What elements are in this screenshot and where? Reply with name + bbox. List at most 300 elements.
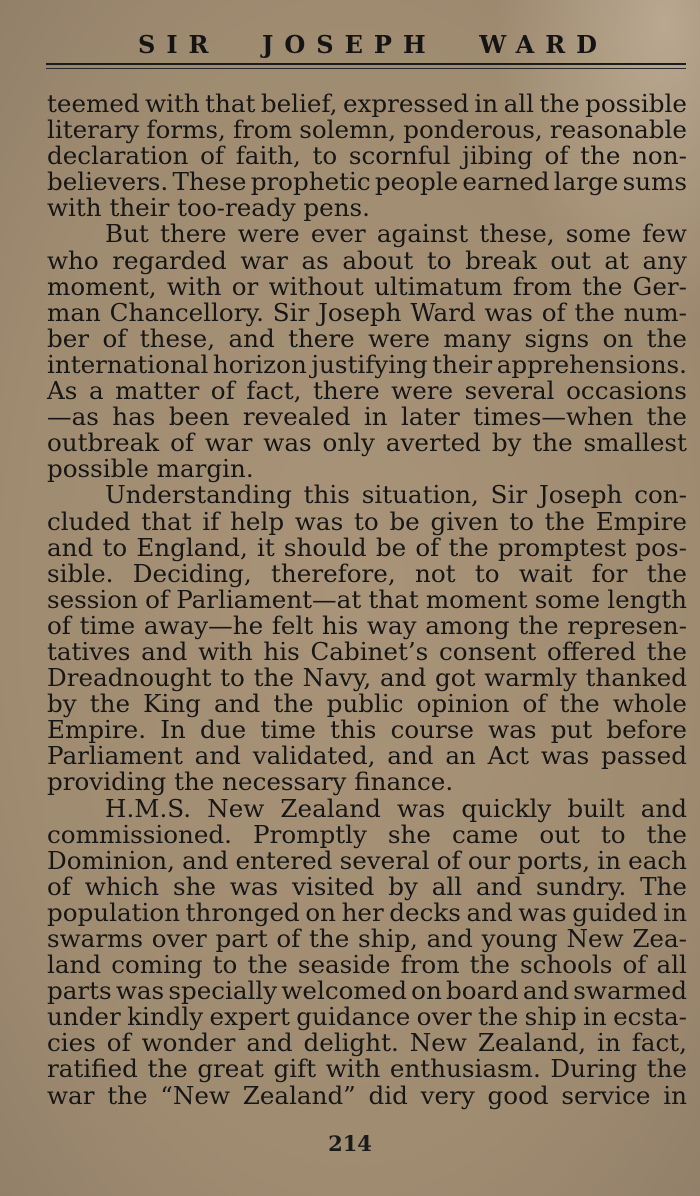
word: jibing: [462, 141, 533, 171]
word: parts: [47, 976, 112, 1006]
word: ports,: [517, 845, 591, 875]
word: any: [642, 245, 687, 275]
word: was: [396, 793, 446, 823]
word: by: [388, 871, 418, 901]
header-word-1: SIR: [138, 29, 220, 59]
word: regarded: [112, 245, 227, 275]
word: revealed: [242, 402, 351, 432]
text-line: [47, 793, 687, 823]
word: good: [487, 1080, 549, 1110]
word: few: [642, 219, 687, 249]
word: in: [663, 897, 687, 927]
word: Joseph: [538, 480, 623, 510]
word: public: [326, 689, 404, 719]
word: population: [47, 897, 181, 927]
word: New: [409, 1028, 467, 1058]
word: several: [464, 376, 555, 406]
word: of: [622, 950, 647, 980]
word: apprehensions.: [496, 349, 687, 379]
text-line: [47, 819, 687, 849]
text-line: [47, 143, 687, 169]
word: from: [512, 271, 572, 301]
text-line: [47, 717, 687, 743]
word: due: [199, 715, 247, 745]
word: During: [550, 1054, 638, 1084]
word: offered: [547, 636, 636, 666]
word: and: [194, 741, 241, 771]
text-line: [47, 482, 687, 508]
word: an: [445, 741, 476, 771]
text-line: [47, 169, 687, 195]
text-line: [47, 532, 687, 562]
word: passed: [601, 741, 687, 771]
word: man: [47, 297, 101, 327]
word: scornful: [348, 141, 451, 171]
word: and: [141, 636, 188, 666]
word: in: [597, 1028, 621, 1058]
word: “New: [160, 1080, 230, 1110]
word: and: [522, 976, 570, 1006]
word: came: [451, 819, 519, 849]
word: ever: [310, 219, 366, 249]
word: non-: [632, 141, 687, 171]
text-line-content: with their too-ready pens.: [47, 193, 370, 223]
word: seaside: [297, 950, 391, 980]
word: therefore,: [271, 558, 396, 588]
word: Promptly: [253, 819, 367, 849]
word: was: [294, 506, 344, 536]
word: very: [420, 1080, 475, 1110]
word: of: [276, 924, 301, 953]
word: sums: [622, 167, 687, 197]
word: her: [341, 897, 384, 927]
word: —as: [47, 402, 99, 432]
word: help: [230, 506, 285, 536]
header-rule-thin: [46, 68, 686, 69]
word: Empire: [595, 506, 687, 536]
word: Understanding: [105, 480, 292, 510]
word: out: [550, 245, 591, 275]
word: length: [607, 584, 687, 614]
word: H.M.S.: [105, 793, 192, 823]
text-line: [47, 871, 687, 901]
word: in: [663, 1080, 687, 1110]
word: outbreak: [47, 428, 160, 458]
text-line: [47, 1004, 687, 1030]
text-line: [47, 456, 687, 482]
word: many: [443, 323, 512, 353]
word: situation,: [361, 480, 479, 510]
running-header: [138, 28, 608, 60]
word: the: [574, 297, 615, 327]
word: the: [646, 402, 687, 432]
word: justifying: [311, 349, 428, 379]
word: fact,: [246, 376, 302, 406]
word: cies: [47, 1028, 96, 1058]
word: given: [430, 506, 499, 536]
word: be: [389, 506, 420, 536]
word: swarmed: [573, 976, 687, 1006]
word: consent: [439, 636, 537, 666]
word: and: [475, 871, 523, 901]
word: not: [415, 558, 456, 588]
word: that: [368, 584, 419, 614]
word: sundry.: [536, 871, 627, 901]
word: As: [47, 376, 78, 406]
word: and: [228, 323, 275, 353]
word: the: [532, 428, 573, 458]
word: their: [432, 349, 493, 379]
word: to: [312, 141, 338, 171]
word: or: [231, 271, 259, 301]
word: ecsta-: [613, 1002, 687, 1032]
word: session: [47, 584, 138, 614]
word: Sir: [490, 480, 528, 510]
word: fact,: [631, 1028, 687, 1058]
word: kindly: [127, 1002, 204, 1032]
word: opinion: [416, 689, 510, 719]
word: the: [539, 89, 580, 118]
word: if: [202, 506, 220, 536]
word: welcomed: [281, 976, 408, 1006]
word: later: [400, 402, 460, 432]
word: this: [330, 715, 377, 745]
word: with: [198, 636, 253, 666]
word: was: [115, 976, 165, 1006]
word: whole: [612, 689, 687, 719]
word: the: [107, 1080, 148, 1110]
word: was: [263, 428, 312, 458]
word: cluded: [47, 506, 131, 536]
word: his: [263, 636, 300, 666]
word: Dominion,: [47, 845, 175, 875]
word: declaration: [47, 141, 189, 171]
word: New: [566, 924, 624, 953]
word: be: [375, 532, 407, 562]
word: averted: [385, 428, 481, 458]
word: ship,: [357, 924, 418, 953]
text-line: [47, 323, 687, 353]
text-line: [47, 297, 687, 327]
word: reasonable: [549, 115, 687, 145]
text-line: [47, 743, 687, 769]
word: of: [170, 428, 194, 458]
text-line: [47, 349, 687, 379]
word: without: [268, 271, 364, 301]
word: earned: [462, 167, 550, 197]
word: moment: [425, 584, 528, 614]
word: put: [550, 715, 593, 745]
word: of: [47, 871, 71, 901]
word: war: [240, 245, 288, 275]
word: commissioned.: [47, 819, 232, 849]
word: she: [172, 871, 216, 901]
word: Zealand”: [242, 1080, 356, 1110]
text-line-content: possible margin.: [47, 454, 254, 484]
word: course: [390, 715, 474, 745]
text-line: [47, 845, 687, 875]
word: believers.: [47, 167, 169, 197]
word: the: [646, 323, 687, 353]
word: thanked: [585, 663, 687, 693]
word: land: [47, 950, 102, 980]
word: expert: [209, 1002, 290, 1032]
word: ponderous,: [403, 115, 543, 145]
word: pos-: [635, 532, 687, 562]
word: entered: [235, 845, 333, 875]
word: time: [79, 610, 136, 640]
word: under: [47, 1002, 121, 1032]
body-text: [47, 91, 687, 1109]
word: ship: [524, 1002, 577, 1032]
word: of: [102, 323, 127, 353]
word: Sir: [272, 297, 310, 327]
text-line: [47, 506, 687, 536]
word: great: [197, 1054, 264, 1084]
word: and: [213, 689, 261, 719]
word: it: [256, 532, 275, 562]
word: moment,: [47, 271, 157, 301]
word: on: [602, 323, 634, 353]
text-line: [47, 610, 687, 640]
word: num-: [623, 297, 687, 327]
word: that: [205, 89, 256, 118]
word: the: [147, 1054, 188, 1084]
word: England,: [136, 532, 248, 562]
word: Cabinet’s: [310, 636, 429, 666]
word: there: [159, 219, 227, 249]
word: some: [565, 219, 632, 249]
word: These: [172, 167, 247, 197]
text-line: [47, 897, 687, 927]
word: and: [379, 663, 427, 693]
word: of: [436, 845, 461, 875]
word: times—when: [473, 402, 634, 432]
word: by: [491, 428, 522, 458]
word: that: [141, 506, 192, 536]
text-line: [47, 584, 687, 614]
word: to: [509, 506, 534, 536]
word: King: [143, 689, 201, 719]
word: represen-: [567, 610, 687, 640]
word: the: [646, 819, 687, 849]
word: the: [448, 532, 489, 562]
word: the: [478, 1002, 519, 1032]
word: part: [215, 924, 268, 953]
word: of: [47, 610, 71, 640]
word: got: [434, 663, 476, 693]
word: and: [47, 532, 94, 562]
word: out: [539, 819, 580, 849]
word: with: [166, 271, 222, 301]
word: all: [503, 89, 534, 118]
word: over: [151, 924, 207, 953]
word: about: [342, 245, 414, 275]
word: there: [313, 376, 380, 406]
word: and: [387, 741, 434, 771]
word: these,: [479, 219, 555, 249]
word: who: [47, 245, 99, 275]
word: Joseph: [318, 297, 402, 327]
word: all: [656, 950, 687, 980]
word: with: [145, 89, 200, 118]
word: was: [518, 897, 567, 927]
word: specially: [168, 976, 278, 1006]
word: each: [628, 845, 687, 875]
word: as: [301, 245, 329, 275]
word: young: [481, 924, 558, 953]
word: The: [640, 871, 687, 901]
word: war: [47, 1080, 95, 1110]
word: coming: [111, 950, 203, 980]
word: to: [102, 532, 128, 562]
word: of: [145, 584, 170, 614]
word: of: [106, 1028, 131, 1058]
word: of: [210, 376, 235, 406]
word: which: [84, 871, 160, 901]
word: there: [288, 323, 355, 353]
word: to: [600, 819, 626, 849]
word: wonder: [141, 1028, 236, 1058]
word: warmly: [484, 663, 577, 693]
word: international: [47, 349, 209, 379]
word: possible: [585, 89, 687, 118]
word: Deciding,: [132, 558, 252, 588]
word: was: [488, 715, 537, 745]
word: Act: [487, 741, 530, 771]
word: thronged: [185, 897, 300, 927]
word: were: [237, 219, 300, 249]
word: a: [88, 376, 104, 406]
word: our: [467, 845, 511, 875]
word: way: [366, 610, 417, 640]
text-line: [47, 978, 687, 1004]
text-line: [47, 926, 687, 952]
word: has: [112, 402, 156, 432]
text-line: [47, 1030, 687, 1056]
word: large: [553, 167, 619, 197]
word: In: [160, 715, 186, 745]
word: and: [640, 793, 687, 823]
text-line: [47, 952, 687, 978]
word: some: [534, 584, 601, 614]
text-line: [47, 117, 687, 143]
word: the: [89, 689, 130, 719]
word: the: [518, 610, 559, 640]
text-line: [47, 195, 687, 221]
word: horizon: [212, 349, 307, 379]
word: delight.: [303, 1028, 399, 1058]
text-line: [47, 691, 687, 717]
word: wait: [518, 558, 573, 588]
text-line: [47, 404, 687, 430]
word: was: [229, 871, 279, 901]
word: by: [47, 689, 77, 719]
word: were: [391, 376, 454, 406]
word: service: [561, 1080, 651, 1110]
word: among: [425, 610, 510, 640]
word: sible.: [47, 558, 114, 588]
word: was: [540, 741, 590, 771]
word: for: [591, 558, 628, 588]
word: signs: [524, 323, 590, 353]
word: swarms: [47, 924, 144, 953]
word: belief,: [260, 89, 338, 118]
word: teemed: [47, 89, 140, 118]
text-line: [47, 769, 687, 795]
word: his: [321, 610, 359, 640]
word: in: [597, 845, 621, 875]
word: schools: [520, 950, 613, 980]
word: of: [541, 297, 566, 327]
word: to: [353, 506, 379, 536]
header-rule: [46, 63, 686, 65]
word: Zealand,: [477, 1028, 587, 1058]
word: she: [387, 819, 431, 849]
word: and: [466, 897, 513, 927]
word: of: [415, 532, 440, 562]
word: Chancellory.: [109, 297, 264, 327]
text-line: [47, 1080, 687, 1110]
text-line: [47, 378, 687, 404]
word: from: [400, 950, 460, 980]
word: the: [247, 950, 288, 980]
word: was: [484, 297, 533, 327]
word: the: [469, 950, 510, 980]
word: Zealand: [280, 793, 381, 823]
word: of: [544, 141, 569, 171]
word: these,: [139, 323, 216, 353]
word: against: [376, 219, 469, 249]
word: and: [246, 1028, 293, 1058]
word: the: [308, 924, 350, 953]
word: of: [522, 689, 547, 719]
word: the: [544, 506, 585, 536]
word: the: [253, 663, 294, 693]
word: the: [273, 689, 314, 719]
word: ber: [47, 323, 90, 353]
word: expressed: [342, 89, 469, 118]
word: con-: [634, 480, 687, 510]
word: were: [368, 323, 430, 353]
word: been: [168, 402, 230, 432]
word: forms,: [146, 115, 226, 145]
word: Dreadnought: [47, 663, 212, 693]
text-line: [47, 91, 687, 117]
word: the: [582, 271, 623, 301]
word: to: [212, 950, 238, 980]
text-line: [47, 245, 687, 275]
word: literary: [47, 115, 140, 145]
word: in: [363, 402, 388, 432]
word: ratified: [47, 1054, 138, 1084]
word: guidance: [296, 1002, 411, 1032]
word: New: [207, 793, 265, 823]
word: solemn,: [299, 115, 397, 145]
word: war: [204, 428, 253, 458]
word: Parliament—at: [176, 584, 362, 614]
word: Parliament: [47, 741, 183, 771]
text-line: [47, 558, 687, 588]
word: Ward: [410, 297, 476, 327]
word: guided: [572, 897, 658, 927]
word: Empire.: [47, 715, 147, 745]
word: tatives: [47, 636, 131, 666]
word: over: [416, 1002, 472, 1032]
word: visited: [291, 871, 375, 901]
word: the: [559, 689, 600, 719]
header-word-2: JOSEPH: [262, 29, 437, 59]
